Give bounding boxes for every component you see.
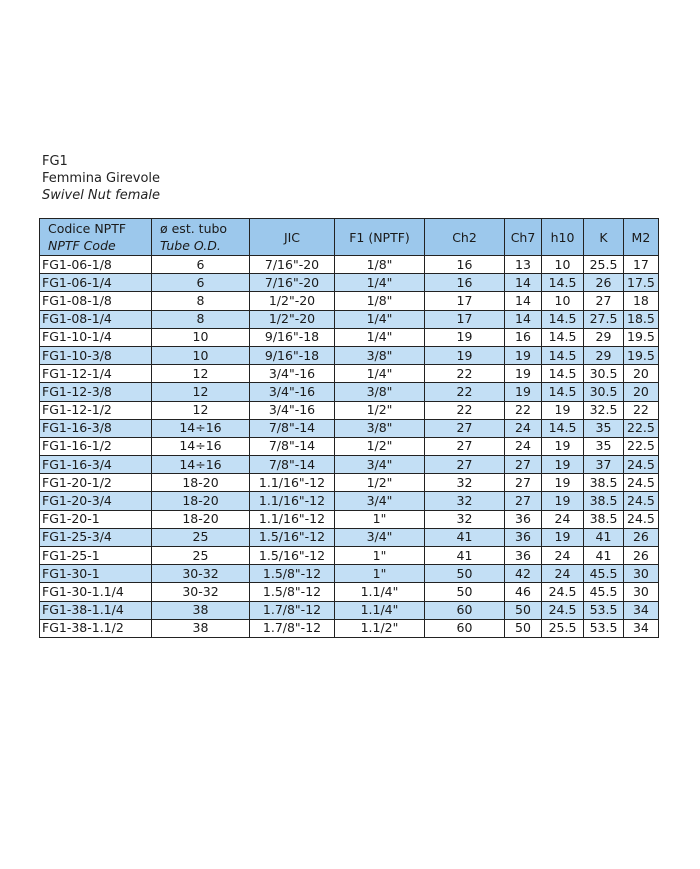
table-cell: 19 xyxy=(505,365,542,383)
table-cell: 14.5 xyxy=(542,328,584,346)
table-cell: 27 xyxy=(505,456,542,474)
title-block xyxy=(42,153,160,204)
table-cell: 14.5 xyxy=(542,346,584,364)
table-row xyxy=(40,383,659,401)
cell-code: FG1-30-1 xyxy=(40,565,152,583)
cell-code: FG1-20-3/4 xyxy=(40,492,152,510)
table-row xyxy=(40,601,659,619)
table-cell: 36 xyxy=(505,510,542,528)
col-header-ch2: Ch2 xyxy=(425,219,505,256)
cell-code: FG1-25-1 xyxy=(40,547,152,565)
table-cell: 24.5 xyxy=(542,583,584,601)
table-cell: 7/16"-20 xyxy=(250,274,335,292)
table-cell: 1.5/8"-12 xyxy=(250,565,335,583)
table-cell: 37 xyxy=(584,456,624,474)
table-cell: 14.5 xyxy=(542,274,584,292)
table-cell: 12 xyxy=(152,383,250,401)
table-cell: 25.5 xyxy=(584,256,624,274)
table-cell: 50 xyxy=(505,601,542,619)
col-header-m2: M2 xyxy=(624,219,659,256)
table-cell: 32 xyxy=(425,510,505,528)
cell-code: FG1-30-1.1/4 xyxy=(40,583,152,601)
cell-code: FG1-10-3/8 xyxy=(40,346,152,364)
table-cell: 25 xyxy=(152,528,250,546)
table-cell: 1/4" xyxy=(335,274,425,292)
table-cell: 18.5 xyxy=(624,310,659,328)
table-cell: 10 xyxy=(152,346,250,364)
table-cell: 38 xyxy=(152,619,250,637)
table-cell: 8 xyxy=(152,292,250,310)
table-cell: 25 xyxy=(152,547,250,565)
table-cell: 27 xyxy=(505,474,542,492)
table-cell: 24 xyxy=(505,419,542,437)
table-cell: 30.5 xyxy=(584,365,624,383)
table-cell: 18-20 xyxy=(152,492,250,510)
col-header-jic: JIC xyxy=(250,219,335,256)
table-cell: 19 xyxy=(425,346,505,364)
cell-code: FG1-08-1/8 xyxy=(40,292,152,310)
table-cell: 7/8"-14 xyxy=(250,437,335,455)
table-cell: 1/2" xyxy=(335,474,425,492)
col-header-f1: F1 (NPTF) xyxy=(335,219,425,256)
table-cell: 1.5/16"-12 xyxy=(250,528,335,546)
table-cell: 3/4" xyxy=(335,528,425,546)
table-cell: 30 xyxy=(624,583,659,601)
table-cell: 22 xyxy=(624,401,659,419)
table-row xyxy=(40,310,659,328)
table-cell: 1.5/8"-12 xyxy=(250,583,335,601)
table-row xyxy=(40,547,659,565)
cell-code: FG1-08-1/4 xyxy=(40,310,152,328)
table-body xyxy=(40,256,659,638)
table-cell: 36 xyxy=(505,528,542,546)
table-cell: 24 xyxy=(542,547,584,565)
cell-code: FG1-20-1 xyxy=(40,510,152,528)
table-cell: 14÷16 xyxy=(152,456,250,474)
cell-code: FG1-12-1/4 xyxy=(40,365,152,383)
table-cell: 1.1/4" xyxy=(335,583,425,601)
table-cell: 3/4" xyxy=(335,492,425,510)
table-cell: 27 xyxy=(425,419,505,437)
table-cell: 19 xyxy=(542,401,584,419)
table-cell: 27.5 xyxy=(584,310,624,328)
table-cell: 1/2" xyxy=(335,437,425,455)
table-cell: 17 xyxy=(425,310,505,328)
table-row xyxy=(40,365,659,383)
table-cell: 6 xyxy=(152,256,250,274)
col-header-sub: NPTF Code xyxy=(48,238,116,253)
table-cell: 1/8" xyxy=(335,292,425,310)
table-cell: 32 xyxy=(425,474,505,492)
table-cell: 53.5 xyxy=(584,619,624,637)
table-cell: 17 xyxy=(425,292,505,310)
col-header-ch7: Ch7 xyxy=(505,219,542,256)
table-cell: 3/4"-16 xyxy=(250,383,335,401)
table-row xyxy=(40,419,659,437)
table-cell: 1" xyxy=(335,510,425,528)
table-cell: 19 xyxy=(542,456,584,474)
table-cell: 14÷16 xyxy=(152,419,250,437)
table-cell: 12 xyxy=(152,365,250,383)
table-cell: 19 xyxy=(505,346,542,364)
table-cell: 1/4" xyxy=(335,365,425,383)
table-cell: 1.1/2" xyxy=(335,619,425,637)
table-cell: 24 xyxy=(542,510,584,528)
table-row xyxy=(40,437,659,455)
table-cell: 34 xyxy=(624,601,659,619)
table-cell: 1/2"-20 xyxy=(250,292,335,310)
table-cell: 46 xyxy=(505,583,542,601)
table-cell: 16 xyxy=(425,256,505,274)
table-cell: 18-20 xyxy=(152,474,250,492)
table-cell: 18 xyxy=(624,292,659,310)
table-cell: 22 xyxy=(425,401,505,419)
table-cell: 10 xyxy=(542,256,584,274)
table-cell: 22 xyxy=(425,365,505,383)
product-title-en: Swivel Nut female xyxy=(42,188,160,203)
table-cell: 7/8"-14 xyxy=(250,419,335,437)
table-cell: 24.5 xyxy=(624,510,659,528)
table-cell: 1.1/16"-12 xyxy=(250,474,335,492)
table-cell: 13 xyxy=(505,256,542,274)
table-cell: 1/4" xyxy=(335,310,425,328)
table-cell: 35 xyxy=(584,437,624,455)
table-cell: 19.5 xyxy=(624,346,659,364)
table-cell: 3/4" xyxy=(335,456,425,474)
cell-code: FG1-06-1/4 xyxy=(40,274,152,292)
table-cell: 20 xyxy=(624,365,659,383)
table-cell: 14 xyxy=(505,274,542,292)
table-row xyxy=(40,619,659,637)
col-header-k: K xyxy=(584,219,624,256)
table-header-row xyxy=(40,219,659,256)
table-cell: 53.5 xyxy=(584,601,624,619)
table-cell: 7/16"-20 xyxy=(250,256,335,274)
table-cell: 1/8" xyxy=(335,256,425,274)
table-cell: 10 xyxy=(542,292,584,310)
table-cell: 19 xyxy=(542,437,584,455)
table-cell: 38.5 xyxy=(584,492,624,510)
table-cell: 17.5 xyxy=(624,274,659,292)
table-cell: 20 xyxy=(624,383,659,401)
table-cell: 35 xyxy=(584,419,624,437)
table-cell: 3/8" xyxy=(335,383,425,401)
table-row xyxy=(40,292,659,310)
dimensions-table xyxy=(39,218,659,638)
table-row xyxy=(40,328,659,346)
cell-code: FG1-16-3/4 xyxy=(40,456,152,474)
table-cell: 19 xyxy=(542,492,584,510)
table-cell: 38.5 xyxy=(584,510,624,528)
table-cell: 32 xyxy=(425,492,505,510)
table-cell: 19 xyxy=(505,383,542,401)
table-cell: 42 xyxy=(505,565,542,583)
table-cell: 22.5 xyxy=(624,437,659,455)
cell-code: FG1-16-3/8 xyxy=(40,419,152,437)
table-cell: 30.5 xyxy=(584,383,624,401)
table-cell: 38.5 xyxy=(584,474,624,492)
table-row xyxy=(40,256,659,274)
table-cell: 60 xyxy=(425,619,505,637)
table-cell: 36 xyxy=(505,547,542,565)
table-cell: 1/2" xyxy=(335,401,425,419)
table-row xyxy=(40,401,659,419)
table-cell: 1/2"-20 xyxy=(250,310,335,328)
table-cell: 27 xyxy=(584,292,624,310)
table-cell: 19 xyxy=(542,528,584,546)
table-cell: 14.5 xyxy=(542,383,584,401)
cell-code: FG1-20-1/2 xyxy=(40,474,152,492)
table-cell: 16 xyxy=(505,328,542,346)
table-cell: 60 xyxy=(425,601,505,619)
table-cell: 17 xyxy=(624,256,659,274)
table-row xyxy=(40,456,659,474)
table-cell: 24.5 xyxy=(624,492,659,510)
table-cell: 14.5 xyxy=(542,419,584,437)
table-cell: 29 xyxy=(584,346,624,364)
table-cell: 19 xyxy=(542,474,584,492)
table-row xyxy=(40,528,659,546)
cell-code: FG1-06-1/8 xyxy=(40,256,152,274)
col-header-main: ø est. tubo xyxy=(160,221,228,236)
table-cell: 24.5 xyxy=(542,601,584,619)
table-cell: 19 xyxy=(425,328,505,346)
cell-code: FG1-38-1.1/2 xyxy=(40,619,152,637)
table-cell: 12 xyxy=(152,401,250,419)
table-cell: 41 xyxy=(584,547,624,565)
table-row xyxy=(40,274,659,292)
table-cell: 34 xyxy=(624,619,659,637)
table-cell: 1.7/8"-12 xyxy=(250,601,335,619)
table-cell: 26 xyxy=(584,274,624,292)
table-cell: 27 xyxy=(505,492,542,510)
col-header-tube-od xyxy=(152,219,250,256)
cell-code: FG1-12-3/8 xyxy=(40,383,152,401)
cell-code: FG1-16-1/2 xyxy=(40,437,152,455)
table-cell: 41 xyxy=(584,528,624,546)
table-row xyxy=(40,583,659,601)
table-cell: 3/8" xyxy=(335,346,425,364)
table-cell: 27 xyxy=(425,437,505,455)
table-cell: 26 xyxy=(624,528,659,546)
table-cell: 1.1/16"-12 xyxy=(250,510,335,528)
table-row xyxy=(40,492,659,510)
table-cell: 1.5/16"-12 xyxy=(250,547,335,565)
table-cell: 50 xyxy=(425,565,505,583)
table-cell: 14.5 xyxy=(542,310,584,328)
table-cell: 8 xyxy=(152,310,250,328)
table-cell: 14.5 xyxy=(542,365,584,383)
table-cell: 6 xyxy=(152,274,250,292)
table-cell: 3/8" xyxy=(335,419,425,437)
table-row xyxy=(40,565,659,583)
table-cell: 14 xyxy=(505,310,542,328)
table-cell: 45.5 xyxy=(584,565,624,583)
table-cell: 7/8"-14 xyxy=(250,456,335,474)
table-cell: 9/16"-18 xyxy=(250,346,335,364)
table-cell: 16 xyxy=(425,274,505,292)
col-header-sub: Tube O.D. xyxy=(160,238,221,253)
table-cell: 1.1/16"-12 xyxy=(250,492,335,510)
table-cell: 10 xyxy=(152,328,250,346)
table-cell: 30-32 xyxy=(152,565,250,583)
table-cell: 32.5 xyxy=(584,401,624,419)
cell-code: FG1-10-1/4 xyxy=(40,328,152,346)
table-cell: 27 xyxy=(425,456,505,474)
col-header-code xyxy=(40,219,152,256)
table-cell: 38 xyxy=(152,601,250,619)
product-title-it: Femmina Girevole xyxy=(42,171,161,186)
table-row xyxy=(40,474,659,492)
table-cell: 22.5 xyxy=(624,419,659,437)
table-cell: 26 xyxy=(624,547,659,565)
table-cell: 1" xyxy=(335,547,425,565)
table-cell: 1/4" xyxy=(335,328,425,346)
cell-code: FG1-12-1/2 xyxy=(40,401,152,419)
table-cell: 1.7/8"-12 xyxy=(250,619,335,637)
col-header-h10: h10 xyxy=(542,219,584,256)
table-cell: 29 xyxy=(584,328,624,346)
table-cell: 19.5 xyxy=(624,328,659,346)
table-cell: 24.5 xyxy=(624,474,659,492)
table-cell: 24 xyxy=(505,437,542,455)
table-cell: 50 xyxy=(425,583,505,601)
table-cell: 30-32 xyxy=(152,583,250,601)
table-cell: 22 xyxy=(425,383,505,401)
table-cell: 22 xyxy=(505,401,542,419)
table-cell: 30 xyxy=(624,565,659,583)
table-cell: 14 xyxy=(505,292,542,310)
cell-code: FG1-25-3/4 xyxy=(40,528,152,546)
table-cell: 1.1/4" xyxy=(335,601,425,619)
product-code: FG1 xyxy=(42,154,68,169)
table-cell: 41 xyxy=(425,528,505,546)
cell-code: FG1-38-1.1/4 xyxy=(40,601,152,619)
table-cell: 45.5 xyxy=(584,583,624,601)
table-cell: 3/4"-16 xyxy=(250,365,335,383)
table-cell: 9/16"-18 xyxy=(250,328,335,346)
table-cell: 18-20 xyxy=(152,510,250,528)
col-header-main: Codice NPTF xyxy=(48,221,127,236)
table-cell: 50 xyxy=(505,619,542,637)
table-cell: 24 xyxy=(542,565,584,583)
table-cell: 41 xyxy=(425,547,505,565)
table-cell: 24.5 xyxy=(624,456,659,474)
table-cell: 3/4"-16 xyxy=(250,401,335,419)
table-row xyxy=(40,346,659,364)
table-cell: 14÷16 xyxy=(152,437,250,455)
table-cell: 25.5 xyxy=(542,619,584,637)
table-cell: 1" xyxy=(335,565,425,583)
table-row xyxy=(40,510,659,528)
